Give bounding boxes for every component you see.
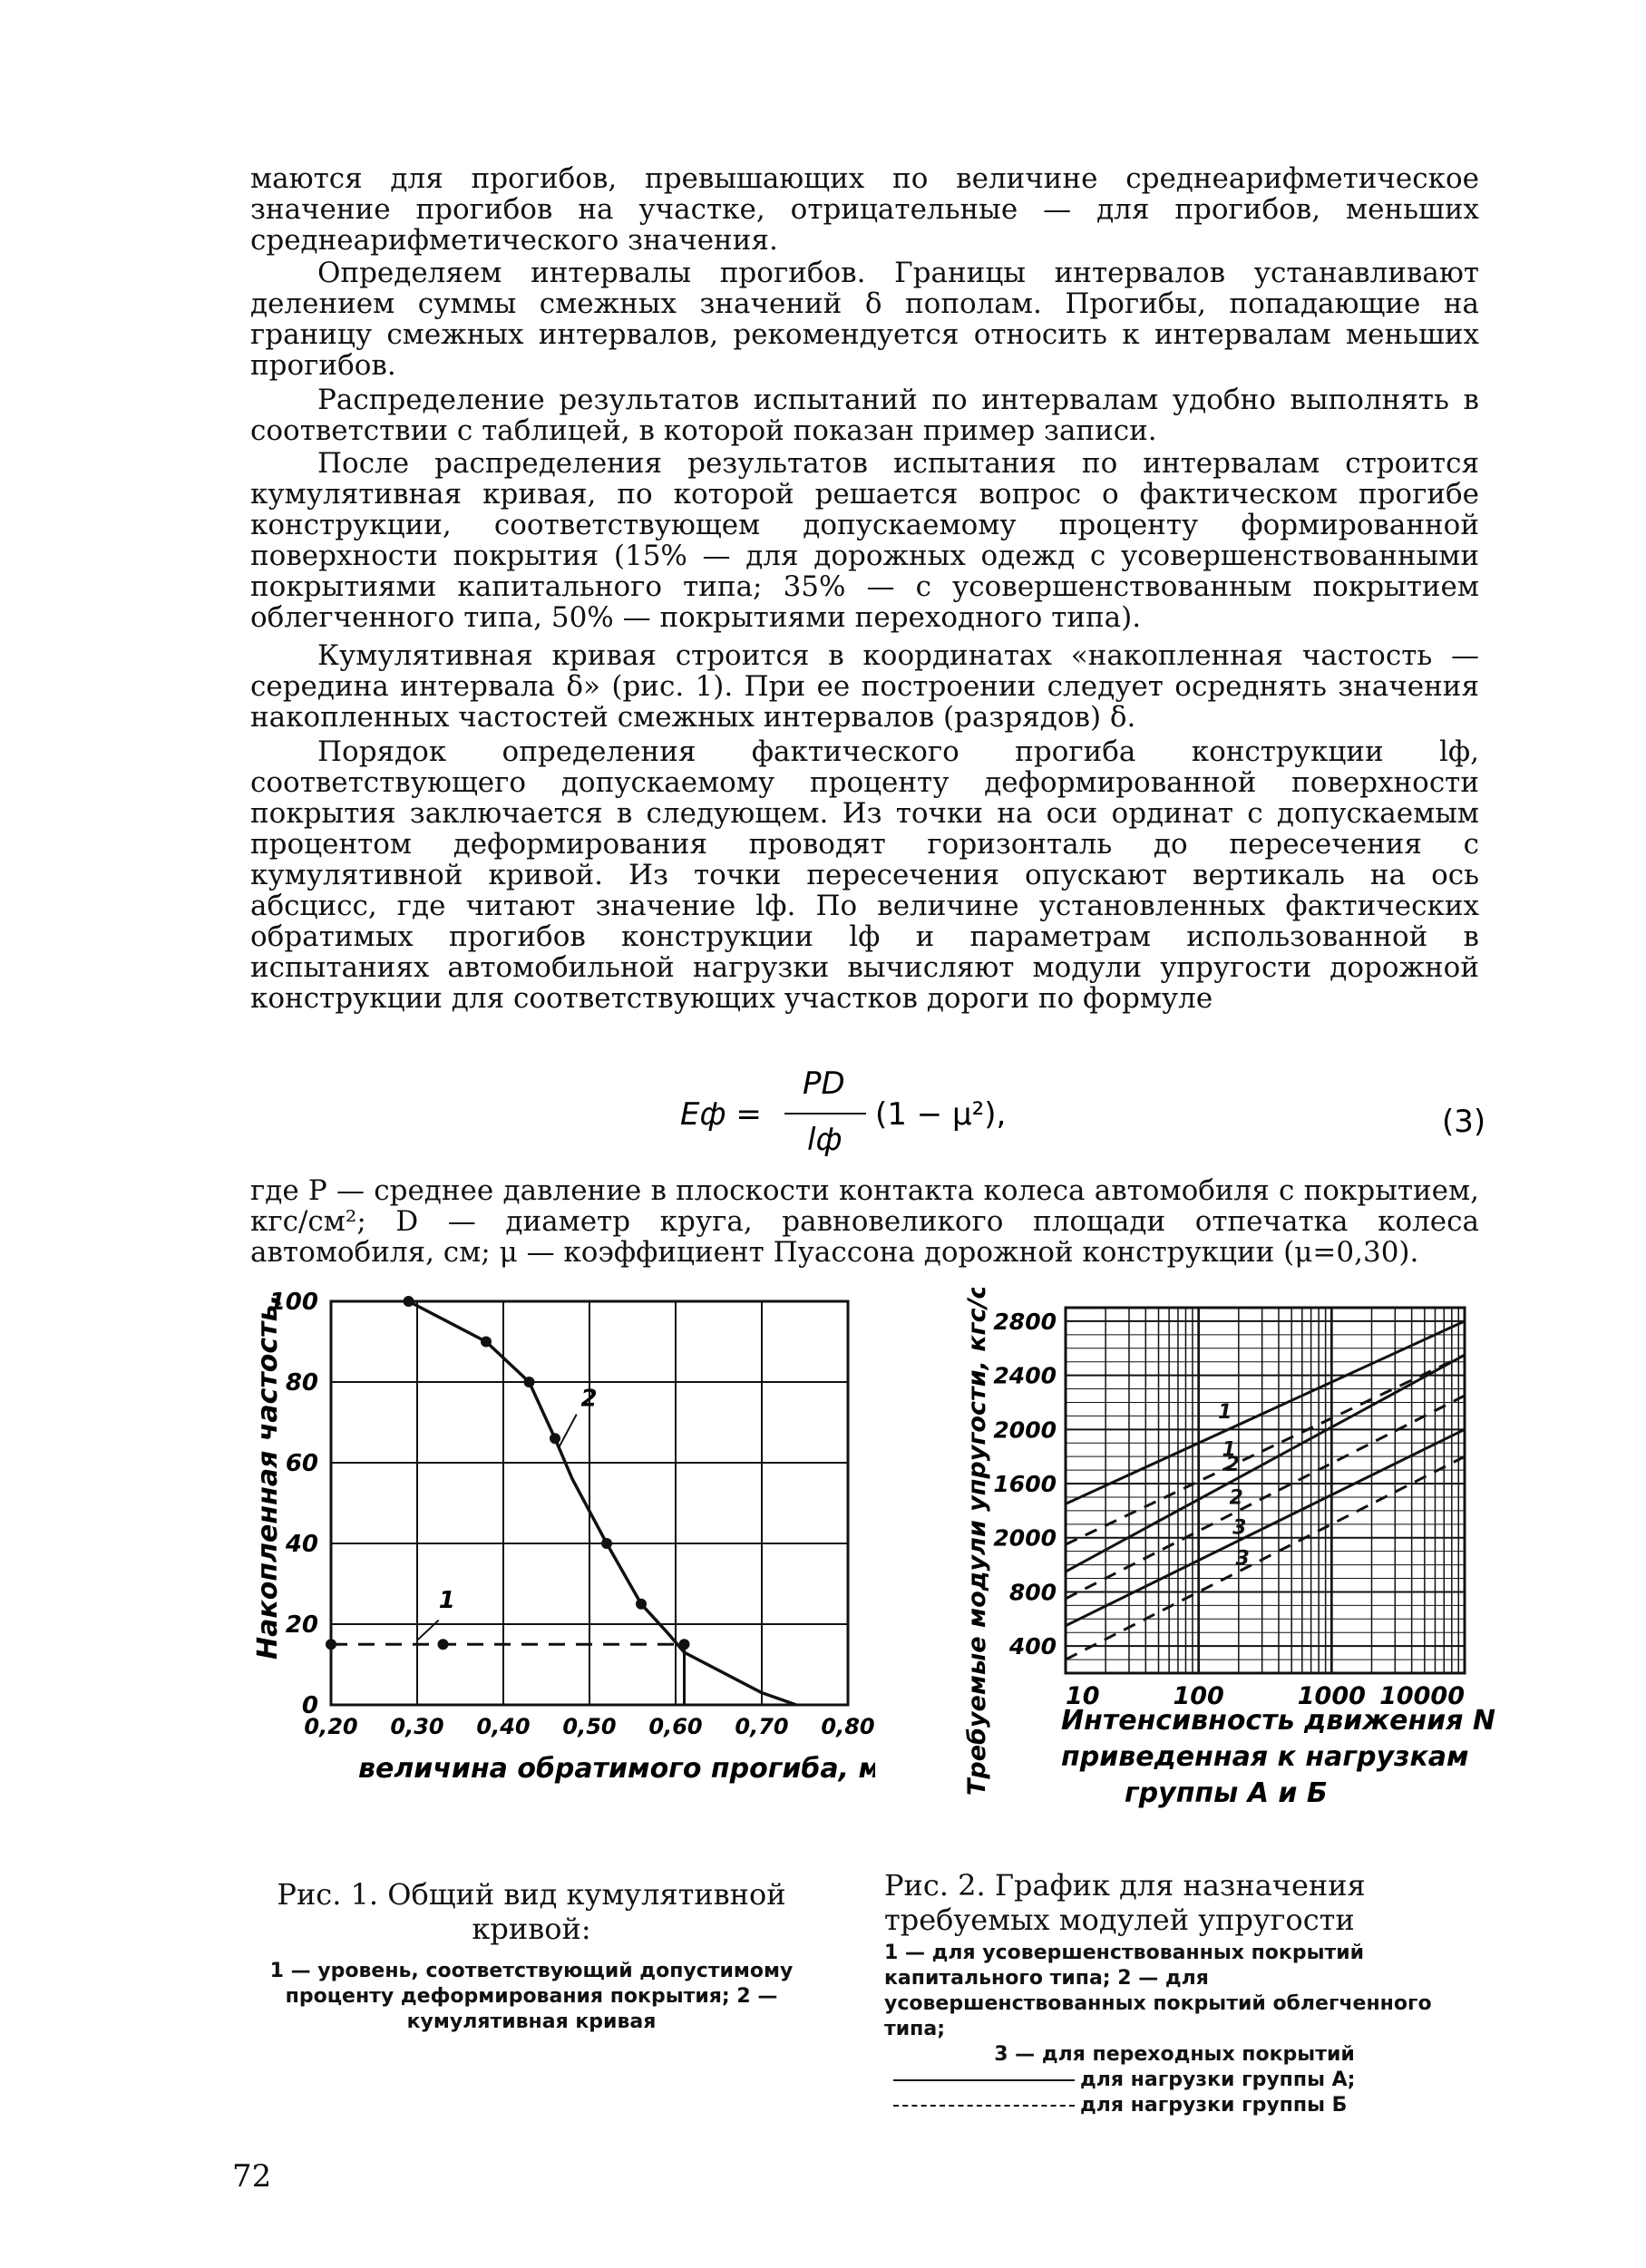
figure-2-ytick: 2000 — [993, 1524, 1057, 1552]
figure-2-frame — [1066, 1308, 1465, 1673]
figure-1-marker — [601, 1538, 612, 1549]
figure-1-label-1: 1 — [438, 1587, 455, 1615]
figure-2-legend-line-1: 1 — для усовершенствованных покрытий капитального типа; 2 — для усовершенствованных покрытий облегченного типа; — [884, 1942, 1432, 2040]
paragraph-1: маются для прогибов, превышающих по величине среднеарифметическое значение прогибов на участке, отрицательные — для прогибов, меньших среднеарифметического значения. — [250, 162, 1479, 257]
figure-1-marker — [404, 1296, 414, 1307]
figure-2 — [952, 1288, 1496, 1814]
dashed-line-swatch — [893, 2105, 1075, 2107]
figure-1-xtick: 0,30 — [390, 1714, 444, 1739]
figure-1-marker — [481, 1337, 492, 1348]
figure-1-ylabel: Накопленная частость, % — [252, 1288, 284, 1660]
figure-2-caption: Рис. 2. График для назначения требуемых модулей упругости — [884, 1868, 1366, 1937]
legend-group-a: для нагрузки группы А; — [1080, 2068, 1356, 2091]
legend-group-b: для нагрузки группы Б — [1080, 2094, 1348, 2117]
paragraph-6: Порядок определения фактического прогиба конструкции lф, соответствующего допускаемому проценту деформированной поверхности покрытия заключается в следующем. Из точки на оси ординат с допускаемым процентом деформирования проводят горизонталь до пересечения с кумулятивной кривой. Из точки пересечения опускают вертикаль на ось абсцисс, где читают значение lф. По величине установленных фактических обратимых прогибов конструкции lф и параметрам использованной в испытаниях автомобильной нагрузки вычисляют модули упругости дорожной конструкции для соответствующих участков дороги по формуле — [250, 735, 1479, 1015]
figure-2-series-1-dashed — [1066, 1355, 1465, 1544]
figure-2-ytick: 2000 — [993, 1416, 1057, 1444]
figure-2-legend-line-2: 3 — для переходных покрытий — [994, 2043, 1355, 2066]
formula-factor: (1 − μ²), — [875, 1096, 1007, 1133]
formula-number: (3) — [1442, 1104, 1486, 1140]
figure-1-lines — [326, 1296, 796, 1705]
figure-2-series-3-dashed — [1066, 1453, 1465, 1660]
figure-2-ytick: 1600 — [993, 1471, 1057, 1498]
figure-1-ytick: 80 — [285, 1369, 318, 1397]
figure-1-xtick: 0,80 — [821, 1714, 875, 1739]
figure-1-xtick: 0,70 — [735, 1714, 789, 1739]
figure-2-series-label: 1 — [1222, 1438, 1236, 1462]
figure-1-ytick: 100 — [268, 1289, 318, 1316]
figure-1-marker — [326, 1639, 336, 1650]
figure-2-ytick: 400 — [1008, 1633, 1057, 1660]
paragraph-3: Распределение результатов испытаний по интервалам удобно выполнять в соответствии с таблицей, в которой показан пример записи. — [250, 384, 1479, 447]
figure-2-xlabel-line-3: группы А и Б — [1125, 1777, 1328, 1809]
figure-2-series-label: 2 — [1229, 1486, 1243, 1510]
figure-2-ylabel: Требуемые модули упругости, кгс/см² — [963, 1288, 991, 1796]
figure-1-marker — [438, 1639, 449, 1650]
figure-2-xtick: 1000 — [1297, 1682, 1366, 1710]
figure-1-series-2-curve — [409, 1301, 797, 1705]
paragraph-5: Кумулятивная кривая строится в координатах «накопленная частость — середина интервала δ» (рис. 1). При ее построении следует осреднять значения накопленных частостей смежных интервалов (разрядов) δ. — [250, 639, 1479, 734]
figure-2-ticks — [993, 1309, 1465, 1710]
figure-2-ytick: 800 — [1008, 1579, 1057, 1606]
figure-1-chart — [240, 1288, 875, 1796]
figure-2-xlabel-line-2: приведенная к нагрузкам — [1061, 1741, 1469, 1773]
figure-2-xtick: 10000 — [1379, 1682, 1465, 1710]
figure-1-ytick: 40 — [285, 1531, 318, 1558]
paragraph-2: Определяем интервалы прогибов. Границы интервалов устанавливают делением суммы смежных значений δ пополам. Прогибы, попадающие на границу смежных интервалов, рекомендуется относить к интервалам меньших прогибов. — [250, 257, 1479, 382]
figure-1-label-1-leader — [417, 1621, 439, 1640]
figure-1-marker — [550, 1433, 560, 1444]
figure-1-marker — [679, 1639, 690, 1650]
figure-1-xtick: 0,60 — [648, 1714, 703, 1739]
figure-1-xtick: 0,40 — [476, 1714, 531, 1739]
figure-1-caption: Рис. 1. Общий вид кумулятивной кривой: — [277, 1877, 786, 1946]
figure-2-series-3-solid — [1066, 1429, 1465, 1625]
page-number: 72 — [232, 2158, 272, 2195]
figure-1 — [240, 1288, 875, 1796]
formula-lhs: Eф = — [680, 1096, 762, 1133]
figure-1-legend: 1 — уровень, соответствующий допустимому проценту деформирования покрытия; 2 — кумулятивная кривая — [269, 1960, 794, 2033]
figure-1-marker — [636, 1599, 647, 1610]
figure-2-ytick: 2800 — [993, 1308, 1057, 1335]
figure-1-xlabel: величина обратимого прогиба, мм — [358, 1753, 875, 1785]
figure-1-ytick: 0 — [301, 1692, 318, 1719]
formula-svg — [671, 1061, 1487, 1161]
figure-2-series-label: 2 — [1225, 1453, 1240, 1476]
formula-explanation: где P — среднее давление в плоскости контакта колеса автомобиля с покрытием, кгс/см²; D — диаметр круга, равновеликого площади отпечатка колеса автомобиля, см; μ — коэффициент Пуассона дорожной конструкции (μ=0,30). — [250, 1174, 1479, 1269]
figure-2-xlabel-line-1: Интенсивность движения Nпр, — [1061, 1705, 1496, 1737]
figure-1-ytick: 20 — [285, 1611, 318, 1639]
figure-2-legend-line-3 — [884, 2068, 1465, 2093]
figure-2-legend-line-4 — [884, 2093, 1465, 2118]
figure-2-series-label: 1 — [1218, 1400, 1232, 1424]
figure-2-legend — [884, 1941, 1465, 2118]
figure-2-series-2-solid — [1066, 1355, 1465, 1572]
figure-2-ytick: 2400 — [993, 1362, 1057, 1389]
figure-1-ytick: 60 — [285, 1450, 318, 1477]
figure-1-label-2-leader — [560, 1415, 577, 1447]
formula-numerator: PD — [803, 1066, 845, 1102]
figure-2-lines — [1066, 1321, 1465, 1660]
figure-2-chart — [952, 1288, 1496, 1814]
figure-1-ticks — [269, 1289, 875, 1739]
figure-1-label-2: 2 — [580, 1385, 598, 1413]
figure-2-grid — [1066, 1308, 1465, 1673]
paragraph-4: После распределения результатов испытания по интервалам строится кумулятивная кривая, по которой решается вопрос о фактическом прогибе конструкции, соответствующем допускаемому проценту формированной поверхности покрытия (15% — для дорожных одежд с усовершенствованными покрытиями капитального типа; 35% — с усовершенствованным покрытием облегченного типа, 50% — покрытиями переходного типа). — [250, 447, 1479, 634]
figure-1-marker — [524, 1377, 535, 1387]
solid-line-swatch — [893, 2079, 1075, 2081]
figure-1-xtick: 0,50 — [562, 1714, 617, 1739]
formula-denominator: lф — [807, 1122, 842, 1158]
figure-1-xtick: 0,20 — [304, 1714, 358, 1739]
figure-2-series-label: 3 — [1235, 1547, 1250, 1571]
figure-2-xtick: 10 — [1066, 1682, 1100, 1710]
figure-2-series-label: 3 — [1232, 1516, 1247, 1540]
figure-2-xtick: 100 — [1173, 1682, 1224, 1710]
formula-3 — [671, 1061, 1487, 1161]
